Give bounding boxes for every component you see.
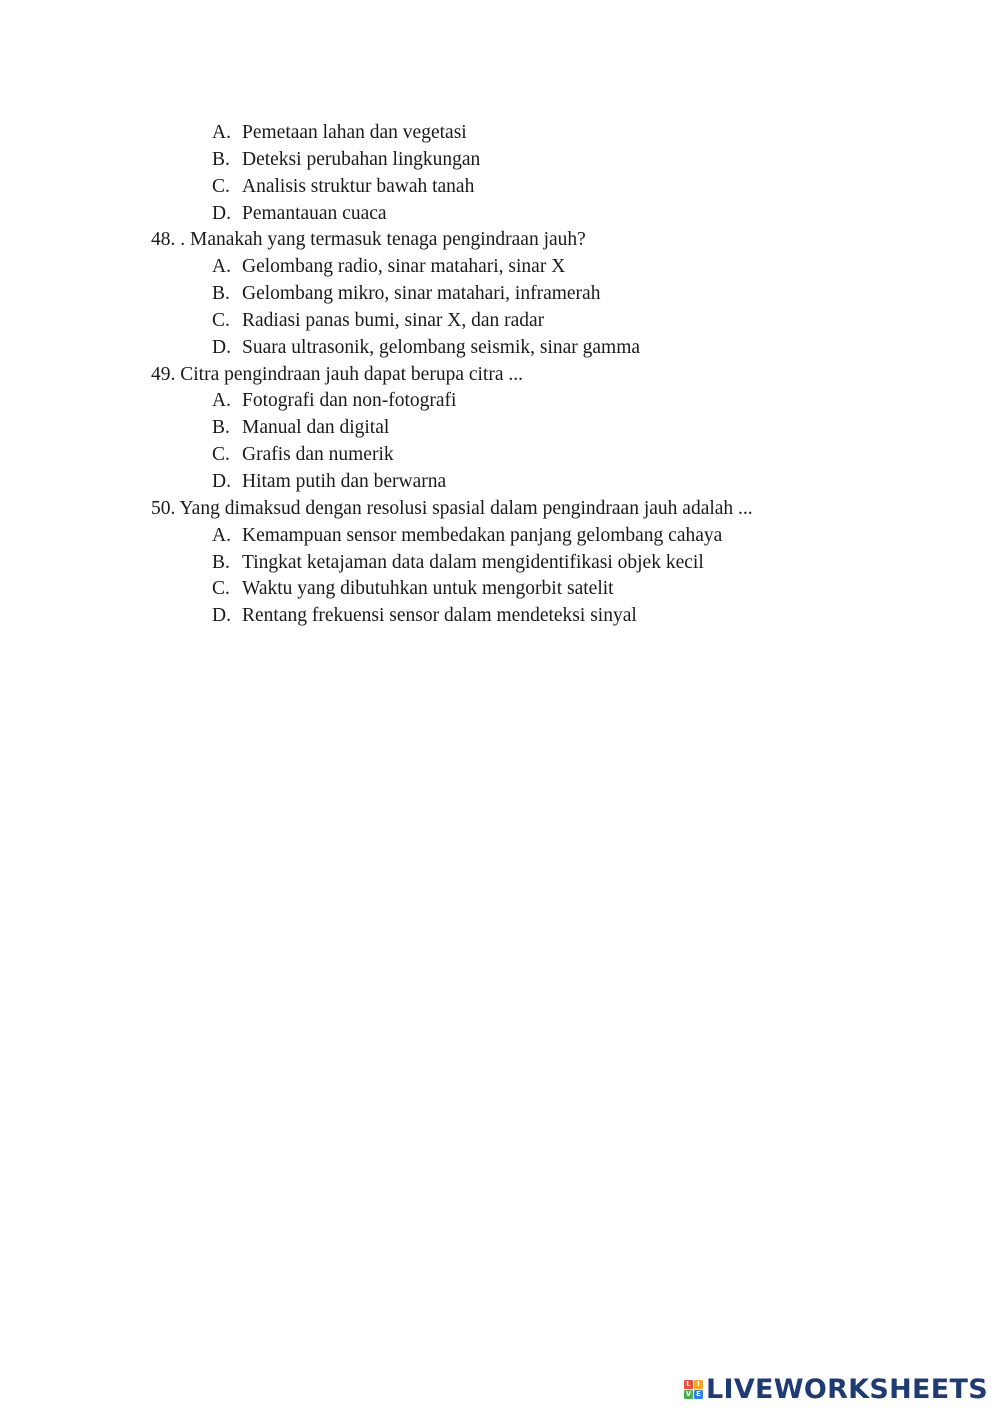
option-text: Kemampuan sensor membedakan panjang gelombang cahaya [242, 524, 723, 546]
option-row[interactable] [151, 415, 911, 442]
logo-mark-cell: V [685, 1389, 692, 1398]
option-text: Suara ultrasonik, gelombang seismik, sinar gamma [242, 336, 641, 358]
option-letter: D. [212, 470, 231, 492]
option-row[interactable] [151, 174, 911, 201]
option-letter: D. [212, 202, 231, 224]
option-text: Gelombang mikro, sinar matahari, inframerah [242, 283, 601, 305]
option-letter: B. [212, 148, 230, 170]
question-list [151, 120, 911, 630]
option-row[interactable] [151, 523, 911, 550]
option-row[interactable] [151, 388, 911, 415]
option-letter: C. [212, 444, 230, 466]
option-letter: B. [212, 283, 230, 305]
option-letter: B. [212, 551, 230, 573]
logo-mark-cell: E [694, 1390, 703, 1399]
option-letter: A. [212, 390, 231, 412]
option-text: Pemetaan lahan dan vegetasi [242, 122, 467, 143]
option-letter: A. [212, 256, 231, 278]
option-row[interactable] [151, 550, 911, 577]
option-letter: A. [212, 122, 231, 143]
option-row[interactable] [151, 281, 911, 308]
option-letter: C. [212, 309, 230, 331]
option-letter: C. [212, 578, 230, 600]
option-text: Analisis struktur bawah tanah [242, 175, 475, 197]
question-number: 49. [151, 363, 176, 385]
liveworksheets-logo [684, 1374, 988, 1404]
option-text: Grafis dan numerik [242, 444, 394, 466]
question-text: . Manakah yang termasuk tenaga pengindraan jauh? [180, 229, 586, 251]
question-number: 48. [151, 229, 176, 251]
question-49 [151, 362, 911, 389]
option-letter: B. [212, 417, 230, 439]
option-letter: D. [212, 605, 231, 627]
logo-text: LIVEWORKSHEETS [705, 1373, 988, 1405]
option-row[interactable] [151, 603, 911, 630]
option-row[interactable] [151, 201, 911, 228]
option-text: Fotografi dan non-fotografi [242, 390, 457, 412]
option-row[interactable] [151, 576, 911, 603]
logo-mark-cell: I [694, 1380, 703, 1389]
question-number: 50. [151, 497, 176, 519]
option-row[interactable] [151, 147, 911, 174]
option-row[interactable] [151, 120, 911, 147]
option-text: Deteksi perubahan lingkungan [242, 148, 481, 170]
option-text: Hitam putih dan berwarna [242, 470, 447, 492]
logo-mark-cell: L [684, 1380, 693, 1389]
option-row[interactable] [151, 335, 911, 362]
option-row[interactable] [151, 308, 911, 335]
option-text: Pemantauan cuaca [242, 202, 387, 224]
question-text: Citra pengindraan jauh dapat berupa citra ... [180, 363, 523, 385]
question-48 [151, 227, 911, 254]
option-text: Manual dan digital [242, 417, 390, 439]
liveworksheets-mark-icon [684, 1380, 703, 1399]
option-text: Rentang frekuensi sensor dalam mendeteksi sinyal [242, 605, 637, 627]
option-row[interactable] [151, 254, 911, 281]
option-letter: D. [212, 336, 231, 358]
option-row[interactable] [151, 442, 911, 469]
option-text: Radiasi panas bumi, sinar X, dan radar [242, 309, 545, 331]
option-text: Gelombang radio, sinar matahari, sinar X [242, 256, 566, 278]
option-row[interactable] [151, 469, 911, 496]
option-text: Waktu yang dibutuhkan untuk mengorbit satelit [242, 578, 614, 600]
question-text: Yang dimaksud dengan resolusi spasial dalam pengindraan jauh adalah ... [179, 497, 753, 519]
question-50 [151, 496, 911, 523]
option-letter: C. [212, 175, 230, 197]
option-text: Tingkat ketajaman data dalam mengidentifikasi objek kecil [242, 551, 704, 573]
option-letter: A. [212, 524, 231, 546]
